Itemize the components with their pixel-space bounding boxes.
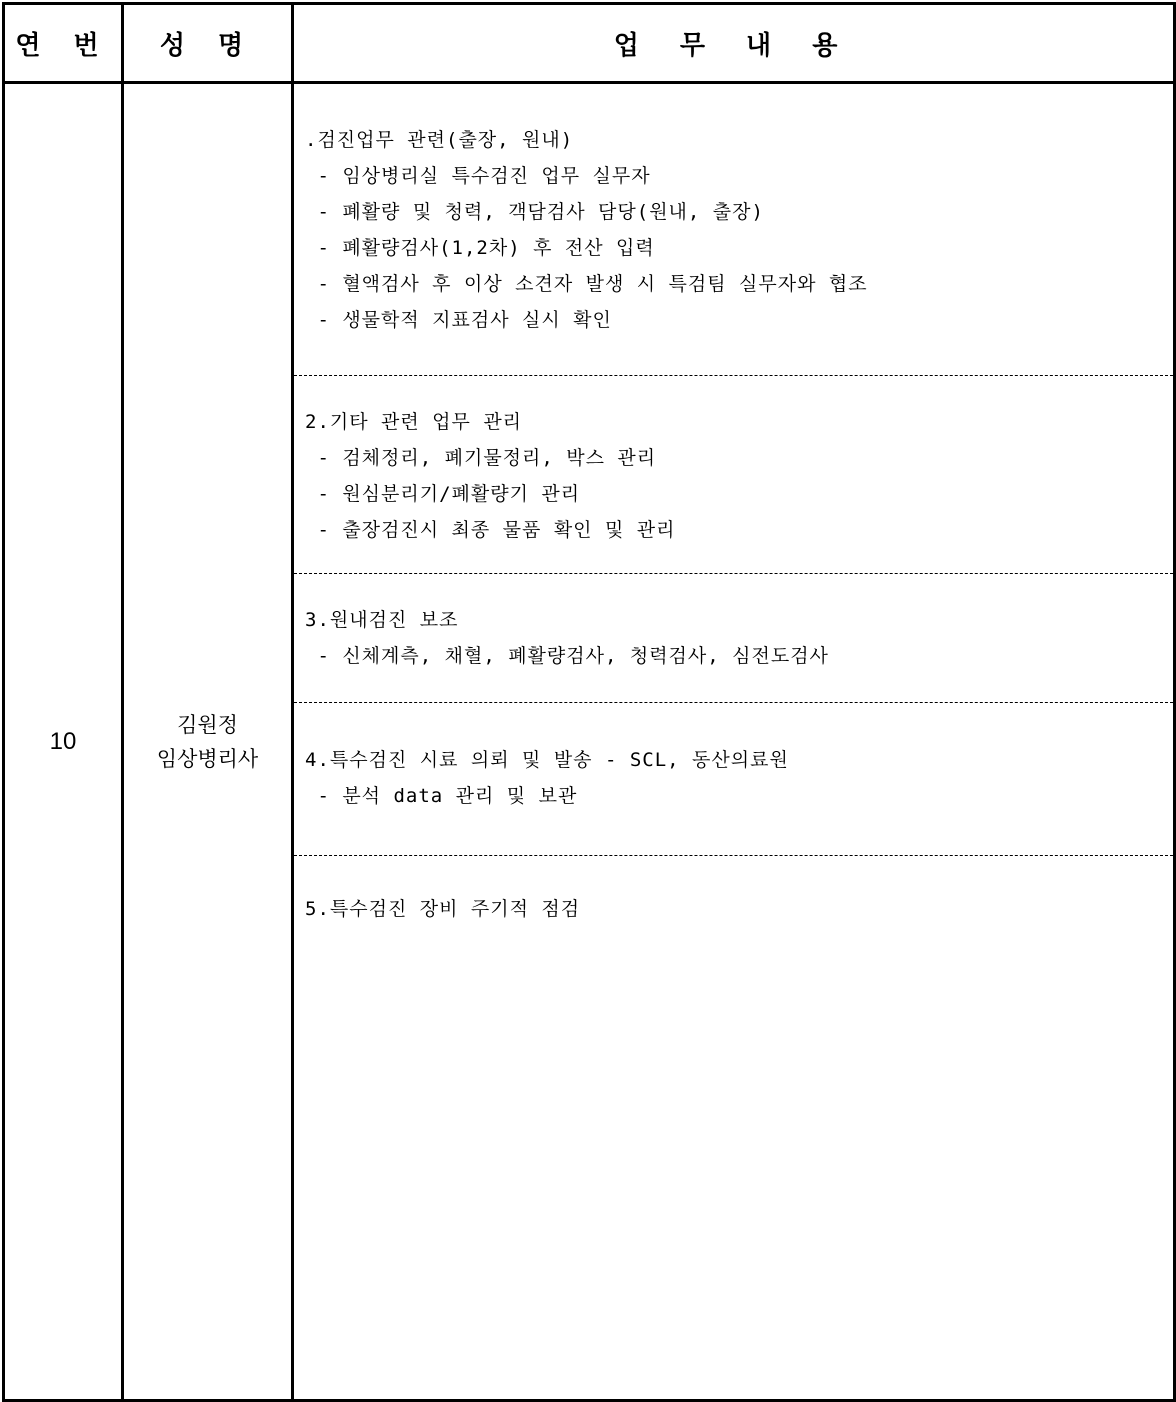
duty-line: - 분석 data 관리 및 보관: [305, 785, 578, 807]
duty-section-3: [294, 602, 1173, 674]
name-cell: [124, 84, 291, 1399]
header-duties: 업 무 내 용: [613, 30, 854, 61]
duty-section-5: [294, 891, 1173, 927]
section-separator: [294, 702, 1173, 703]
person-title: 임상병리사: [156, 746, 259, 771]
section-separator: [294, 855, 1173, 856]
duties-cell: [294, 84, 1173, 1399]
duty-line: - 검체정리, 폐기물정리, 박스 관리: [305, 447, 657, 469]
duty-section-4: [294, 742, 1173, 814]
duty-line: 4.특수검진 시료 의뢰 및 발송 - SCL, 동산의료원: [305, 749, 789, 771]
duty-line: - 생물학적 지표검사 실시 확인: [305, 309, 612, 331]
duty-line: 5.특수검진 장비 주기적 점검: [305, 898, 581, 920]
header-name: 성 명: [159, 30, 256, 61]
duty-section-1: [294, 122, 1173, 338]
duty-line: - 원심분리기/폐활량기 관리: [305, 483, 581, 505]
section-separator: [294, 573, 1173, 574]
person-name: 김원정: [177, 712, 238, 737]
duty-line: - 폐활량검사(1,2차) 후 전산 입력: [305, 237, 655, 259]
duty-line: - 신체계측, 채혈, 폐활량검사, 청력검사, 심전도검사: [305, 645, 829, 667]
duty-line: - 혈액검사 후 이상 소견자 발생 시 특검팀 실무자와 협조: [305, 273, 868, 295]
section-separator: [294, 375, 1173, 376]
header-serial-number: 연 번: [15, 30, 111, 61]
duty-line: .검진업무 관련(출장, 원내): [305, 129, 574, 151]
duty-line: - 폐활량 및 청력, 객담검사 담당(원내, 출장): [305, 201, 764, 223]
duty-table: [2, 2, 1176, 1402]
duty-line: - 출장검진시 최종 물품 확인 및 관리: [305, 519, 676, 541]
serial-number-cell: 10: [49, 727, 77, 755]
duty-line: 3.원내검진 보조: [305, 609, 459, 631]
duty-line: 2.기타 관련 업무 관리: [305, 411, 523, 433]
duty-line: - 임상병리실 특수검진 업무 실무자: [305, 165, 651, 187]
duty-section-2: [294, 404, 1173, 548]
